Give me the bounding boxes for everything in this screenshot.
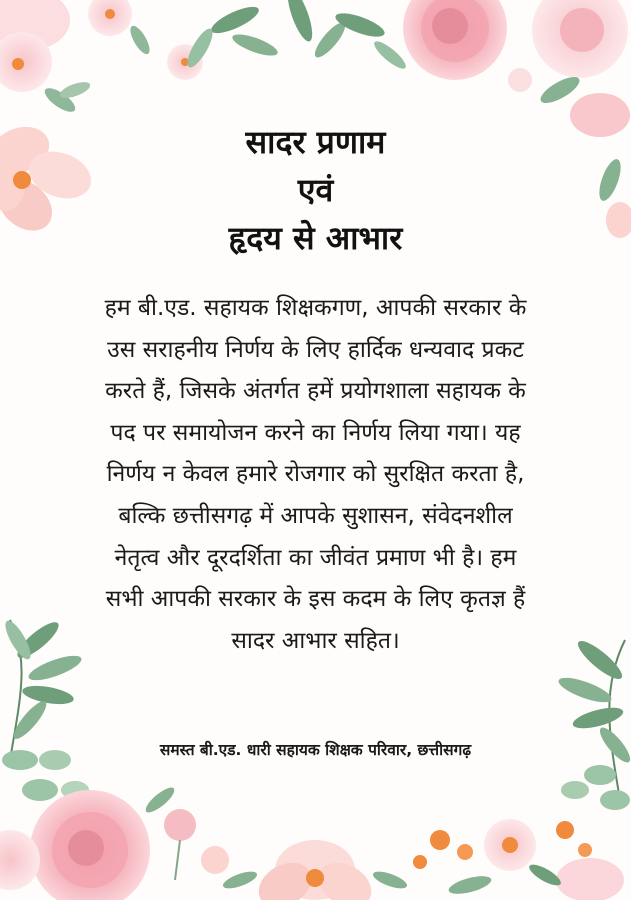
signature-line: समस्त बी.एड. धारी सहायक शिक्षक परिवार, छत्तीसगढ़ (159, 741, 472, 759)
left-leaves-icon (1, 617, 89, 801)
right-leaves-icon (556, 636, 631, 810)
top-center-leaves-icon (183, 0, 409, 72)
bottom-right-flowers-icon (413, 819, 624, 900)
bottom-left-rose-icon (0, 784, 229, 900)
bottom-center-flower-icon (221, 840, 409, 900)
heading-line-2: एवं (297, 171, 334, 209)
heading-line-3: हृदय से आभार (228, 219, 403, 257)
heading-line-1: सादर प्रणाम (245, 123, 386, 161)
message-paragraph: हम बी.एड. सहायक शिक्षकगण, आपकी सरकार के उस सराहनीय निर्णय के लिए हार्दिक धन्यवाद प्रकट करते हैं, जिसके अंतर्गत हमें प्रयोगशाला सहायक के पद पर समायोजन करने का निर्णय लिया गया। यह निर्णय न केवल हमारे रोजगार को सुरक्षित करता है, बल्कि छत्तीसगढ़ में आपके सुशासन, संवेदनशील नेतृत्व और दूरदर्शिता का जीवंत प्रमाण भी है। हम सभी आपकी सरकार के इस कदम के लिए कृतज्ञ हैं सादर आभार सहित। (104, 295, 527, 654)
